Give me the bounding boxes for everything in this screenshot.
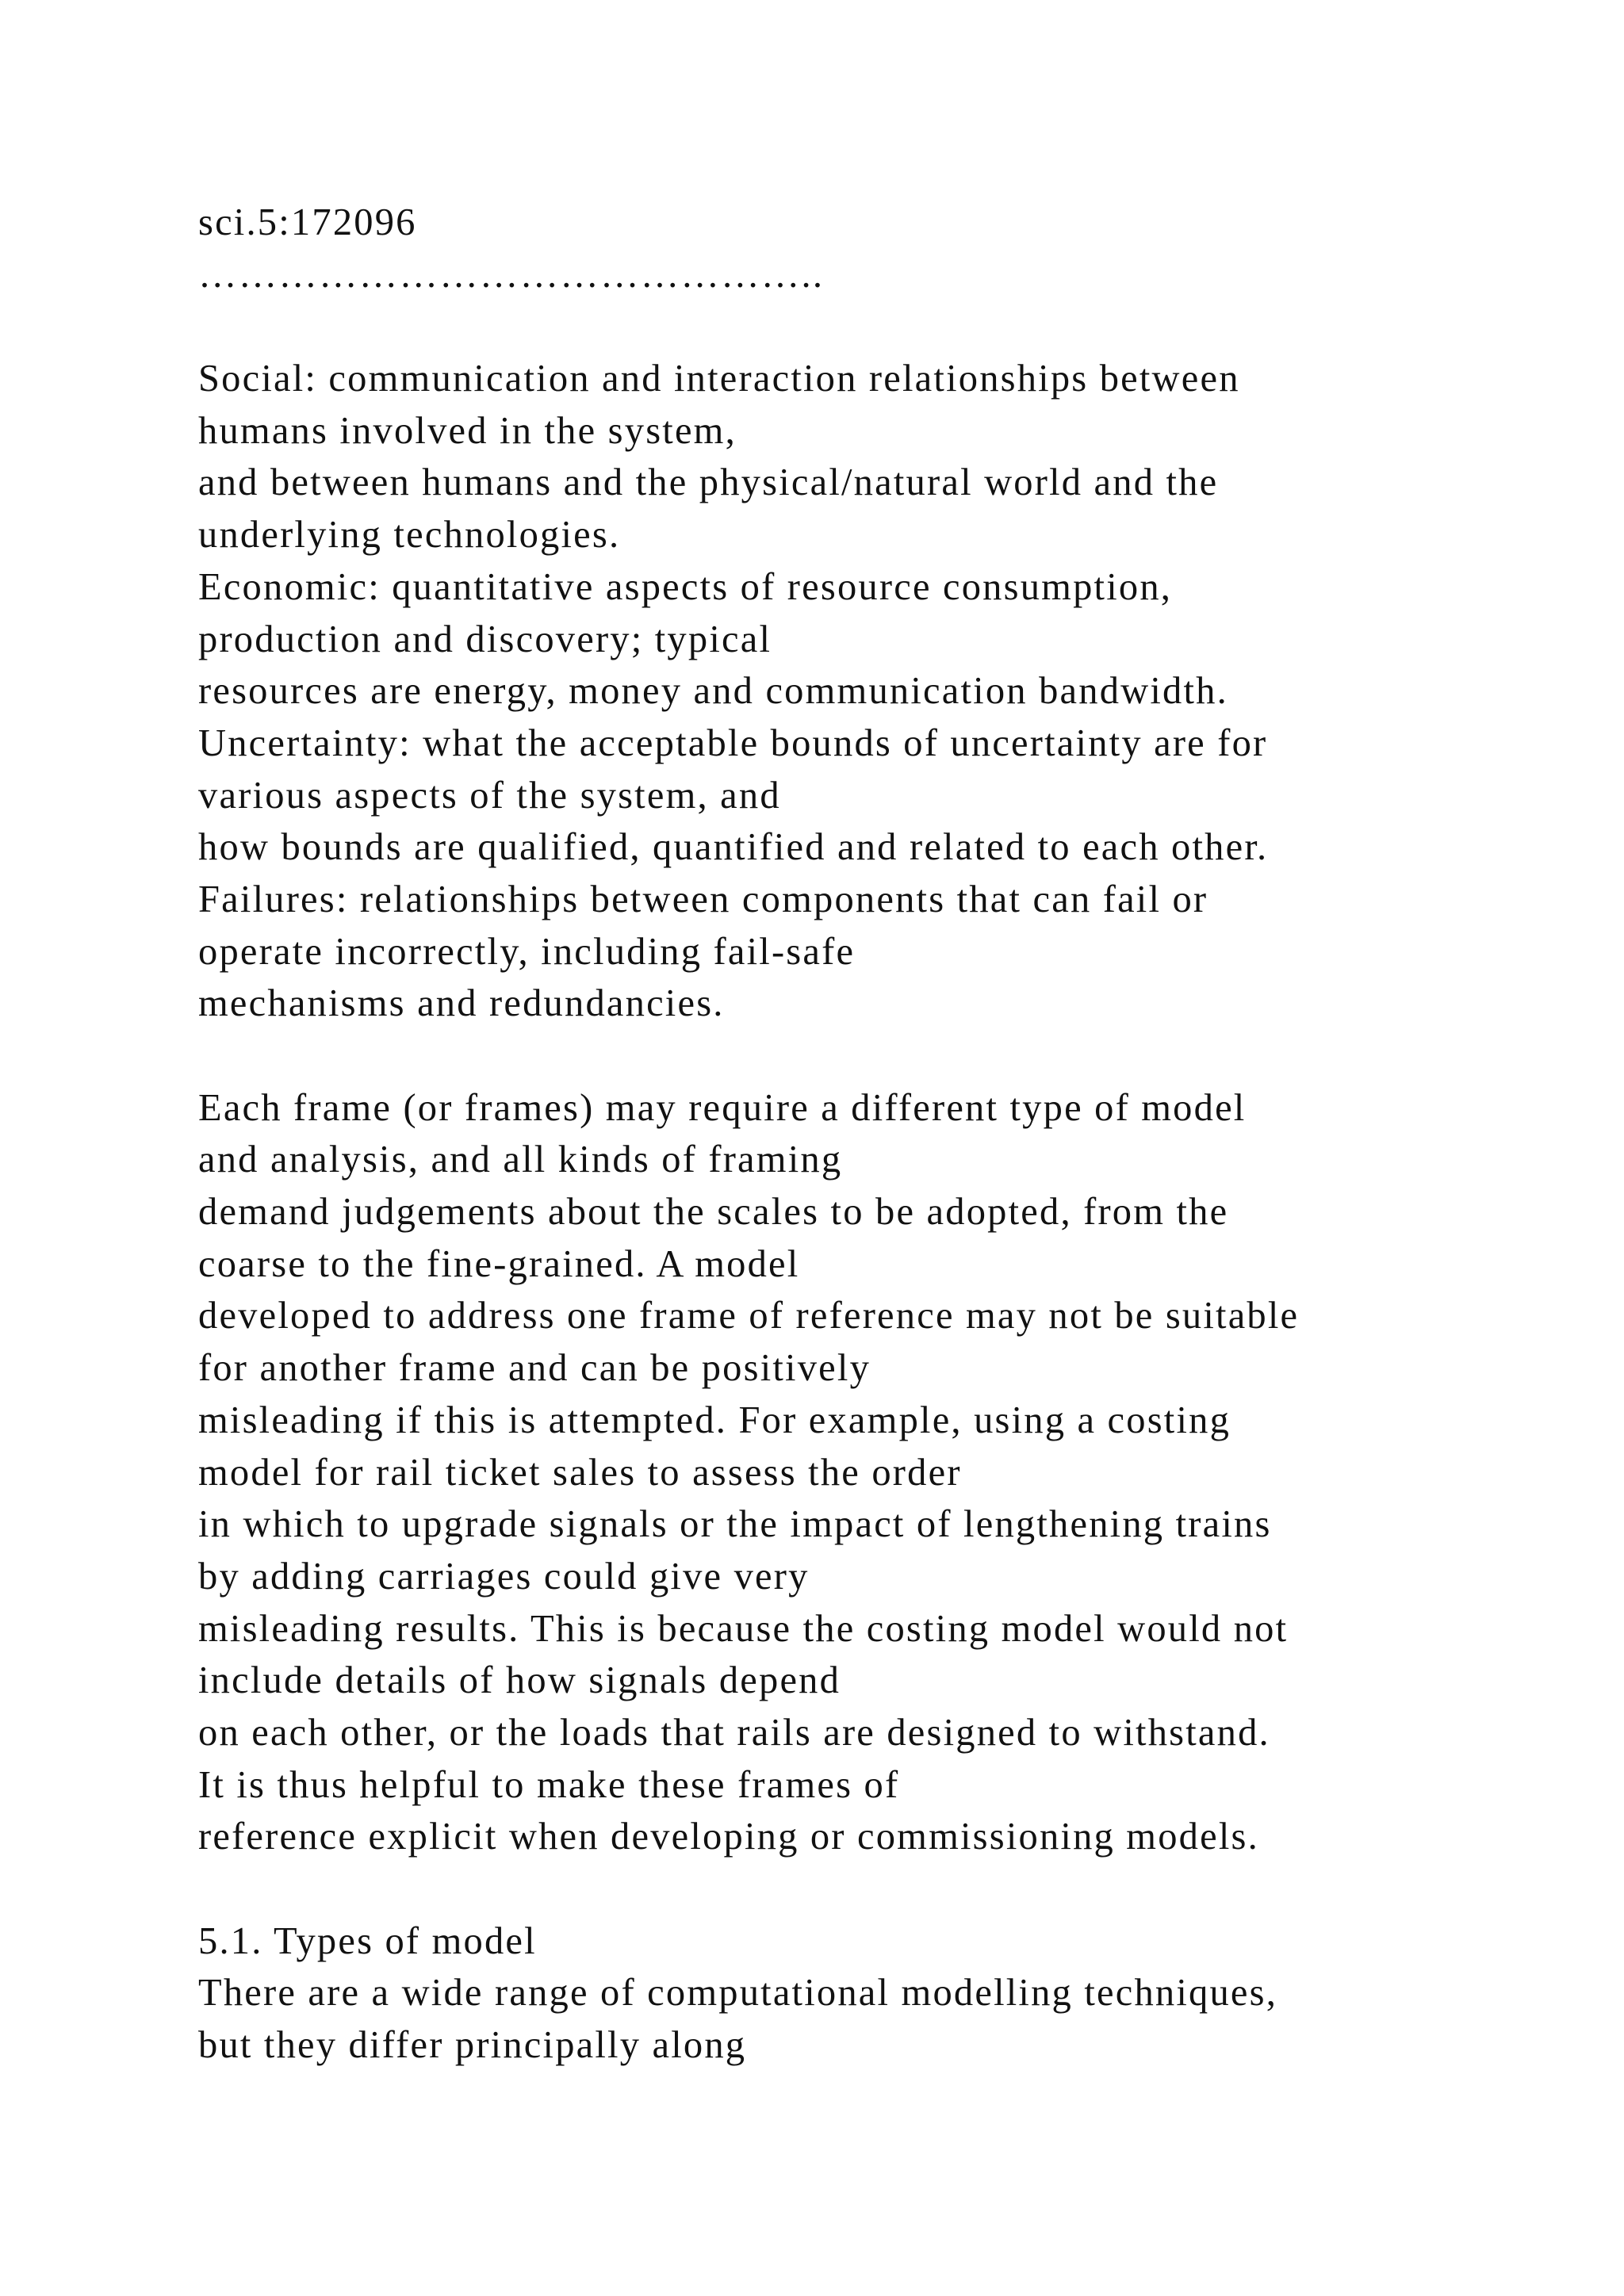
paragraph-line: in which to upgrade signals or the impact of lengthening trains xyxy=(198,1503,1272,1546)
document-body xyxy=(198,197,1594,2072)
spacer xyxy=(198,1030,1594,1082)
frames-line: Uncertainty: what the acceptable bounds of uncertainty are for xyxy=(198,721,1268,764)
paragraph-line: It is thus helpful to make these frames of xyxy=(198,1763,900,1806)
section-line: but they differ principally along xyxy=(198,2024,747,2067)
paragraph-line: on each other, or the loads that rails are designed to withstand. xyxy=(198,1711,1270,1754)
paragraph-line: by adding carriages could give very xyxy=(198,1555,810,1598)
spacer xyxy=(198,300,1594,353)
paragraph-line: reference explicit when developing or commissioning models. xyxy=(198,1816,1259,1858)
spacer xyxy=(198,1863,1594,1915)
frames-line: mechanisms and redundancies. xyxy=(198,982,725,1025)
paragraph-line: demand judgements about the scales to be adopted, from the xyxy=(198,1191,1229,1234)
paragraph-line: model for rail ticket sales to assess the order xyxy=(198,1451,962,1494)
paragraph-line: and analysis, and all kinds of framing xyxy=(198,1138,843,1181)
section-heading: 5.1. Types of model xyxy=(198,1919,537,1962)
paragraph-line: Each frame (or frames) may require a different type of model xyxy=(198,1086,1247,1129)
frames-line: resources are energy, money and communication bandwidth. xyxy=(198,670,1228,713)
paragraph-line: for another frame and can be positively xyxy=(198,1347,871,1390)
document-id: sci.5:172096 xyxy=(198,201,417,243)
frames-line: production and discovery; typical xyxy=(198,618,772,660)
frames-line: Social: communication and interaction relationships between xyxy=(198,358,1240,400)
paragraph-line: misleading if this is attempted. For example, using a costing xyxy=(198,1399,1231,1441)
frames-line: underlying technologies. xyxy=(198,514,621,557)
frames-line: how bounds are qualified, quantified and related to each other. xyxy=(198,826,1269,869)
paragraph-line: misleading results. This is because the costing model would not xyxy=(198,1607,1289,1650)
paragraph-line: coarse to the fine-grained. A model xyxy=(198,1242,800,1285)
frames-line: humans involved in the system, xyxy=(198,409,737,452)
dotted-separator: ……………………………………….. xyxy=(198,253,825,296)
frames-line: operate incorrectly, including fail-safe xyxy=(198,930,856,973)
frames-line: various aspects of the system, and xyxy=(198,774,781,817)
paragraph-line: developed to address one frame of reference may not be suitable xyxy=(198,1295,1300,1337)
section-line: There are a wide range of computational modelling techniques, xyxy=(198,1972,1278,2015)
frames-line: and between humans and the physical/natural world and the xyxy=(198,461,1219,504)
frames-line: Failures: relationships between components that can fail or xyxy=(198,878,1208,920)
paragraph-line: include details of how signals depend xyxy=(198,1659,841,1702)
frames-line: Economic: quantitative aspects of resource consumption, xyxy=(198,565,1173,608)
